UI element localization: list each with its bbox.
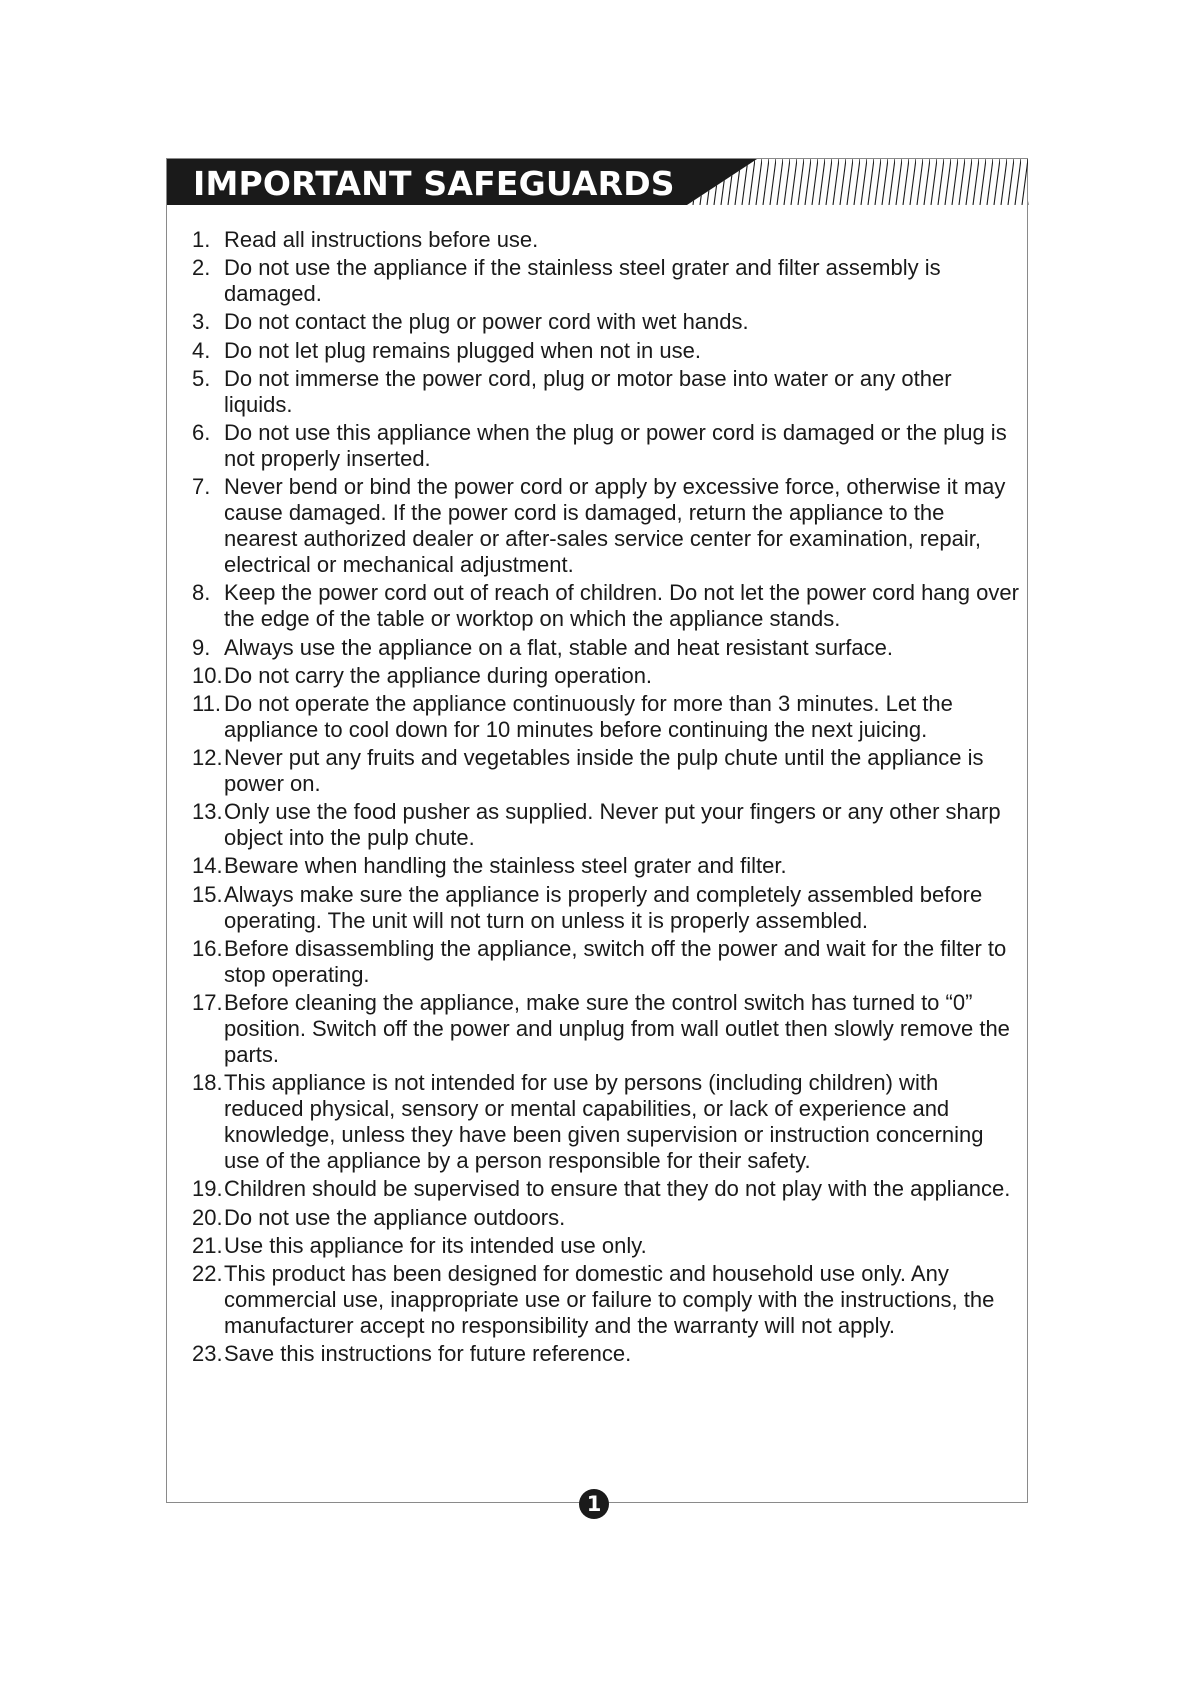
safeguard-number: 9.: [192, 634, 211, 660]
safeguard-text: Do not use the appliance if the stainless steel grater and filter assembly is damaged.: [224, 255, 941, 307]
safeguard-text: Only use the food pusher as supplied. Never put your fingers or any other sharp object into the pulp chute.: [224, 799, 1001, 851]
safeguard-item: [192, 1233, 1019, 1259]
safeguard-number: 15.: [192, 881, 223, 907]
safeguard-item: [192, 474, 1019, 578]
safeguard-number: 5.: [192, 365, 211, 391]
safeguard-text: Save this instructions for future reference.: [224, 1341, 632, 1367]
safeguard-text: Keep the power cord out of reach of children. Do not let the power cord hang over the edge of the table or worktop on which the appliance stands.: [224, 580, 1019, 632]
safeguard-number: 11.: [192, 690, 221, 716]
safeguard-number: 3.: [192, 309, 211, 335]
safeguard-item: [192, 882, 1019, 934]
safeguard-number: 8.: [192, 580, 211, 606]
safeguard-text: Use this appliance for its intended use only.: [224, 1232, 647, 1258]
safeguard-item: [192, 338, 1019, 364]
safeguard-item: [192, 1176, 1019, 1202]
safeguard-text: Never put any fruits and vegetables inside the pulp chute until the appliance is power on.: [224, 745, 984, 797]
safeguard-number: 12.: [192, 745, 223, 771]
safeguard-item: [192, 309, 1019, 335]
safeguard-number: 14.: [192, 853, 223, 879]
safeguard-number: 16.: [192, 935, 223, 961]
safeguard-text: Do not use this appliance when the plug or power cord is damaged or the plug is not properly inserted.: [224, 419, 1007, 471]
safeguard-item: [192, 1341, 1019, 1367]
safeguard-text: Do not let plug remains plugged when not in use.: [224, 337, 701, 363]
safeguard-number: 17.: [192, 990, 223, 1015]
safeguard-item: [192, 691, 1019, 743]
safeguard-number: 19.: [192, 1176, 223, 1202]
safeguards-panel: [166, 158, 1028, 1503]
safeguard-item: [192, 366, 1019, 418]
safeguard-text: Always make sure the appliance is properly and completely assembled before operating. The unit will not turn on unless it is properly assembled.: [224, 881, 983, 933]
safeguard-item: [192, 635, 1019, 661]
safeguard-item: [192, 745, 1019, 797]
safeguard-text: This product has been designed for domestic and household use only. Any commercial use, inappropriate use or failure to comply with the instructions, the manufacturer accept no responsibility and the warranty will not apply.: [224, 1260, 995, 1338]
safeguard-number: 18.: [192, 1070, 223, 1096]
safeguard-text: Do not contact the plug or power cord with wet hands.: [224, 309, 749, 335]
safeguard-text: Do not use the appliance outdoors.: [224, 1204, 566, 1230]
safeguard-item: [192, 420, 1019, 472]
safeguard-number: 7.: [192, 474, 211, 500]
safeguard-number: 4.: [192, 337, 211, 363]
safeguard-item: [192, 1261, 1019, 1339]
safeguard-item: [192, 255, 1019, 307]
safeguard-text: Beware when handling the stainless steel grater and filter.: [224, 853, 787, 879]
safeguard-number: 1.: [192, 227, 211, 252]
safeguard-text: Children should be supervised to ensure that they do not play with the appliance.: [224, 1176, 1011, 1202]
page-title: IMPORTANT SAFEGUARDS: [193, 164, 675, 203]
safeguard-item: [192, 663, 1019, 689]
safeguard-number: 6.: [192, 419, 211, 445]
page-number-badge: 1: [579, 1489, 609, 1519]
safeguard-text: Before disassembling the appliance, switch off the power and wait for the filter to stop operating.: [224, 935, 1007, 987]
safeguard-item: [192, 1070, 1019, 1174]
safeguard-item: [192, 227, 1019, 253]
safeguard-text: Do not carry the appliance during operation.: [224, 662, 653, 688]
safeguard-item: [192, 853, 1019, 879]
safeguard-text: Before cleaning the appliance, make sure the control switch has turned to “0” position. Switch off the power and unplug from wall outlet then slowly remove the parts.: [224, 990, 1010, 1067]
safeguard-number: 21.: [192, 1232, 223, 1258]
safeguard-item: [192, 1205, 1019, 1231]
safeguard-text: Read all instructions before use.: [224, 227, 539, 252]
safeguard-text: Do not immerse the power cord, plug or motor base into water or any other liquids.: [224, 365, 952, 417]
safeguard-number: 10.: [192, 662, 223, 688]
safeguards-list: [192, 227, 1019, 1369]
safeguard-number: 13.: [192, 799, 223, 825]
section-header: [167, 159, 1027, 205]
safeguard-item: [192, 799, 1019, 851]
safeguard-text: Do not operate the appliance continuously for more than 3 minutes. Let the appliance to cool down for 10 minutes before continuing the next juicing.: [224, 690, 953, 742]
safeguard-number: 20.: [192, 1204, 223, 1230]
safeguard-item: [192, 990, 1019, 1068]
safeguard-item: [192, 580, 1019, 632]
safeguard-item: [192, 936, 1019, 988]
safeguard-text: Never bend or bind the power cord or apply by excessive force, otherwise it may cause damaged. If the power cord is damaged, return the appliance to the nearest authorized dealer or after-sales service center for examination, repair, electrical or mechanical adjustment.: [224, 474, 1006, 578]
safeguard-text: This appliance is not intended for use by persons (including children) with reduced physical, sensory or mental capabilities, or lack of experience and knowledge, unless they have been given supervision or instruction concerning use of the appliance by a person responsible for their safety.: [224, 1070, 984, 1174]
safeguard-number: 2.: [192, 255, 211, 281]
safeguard-text: Always use the appliance on a flat, stable and heat resistant surface.: [224, 634, 893, 660]
safeguard-number: 22.: [192, 1260, 223, 1286]
safeguard-number: 23.: [192, 1341, 223, 1367]
